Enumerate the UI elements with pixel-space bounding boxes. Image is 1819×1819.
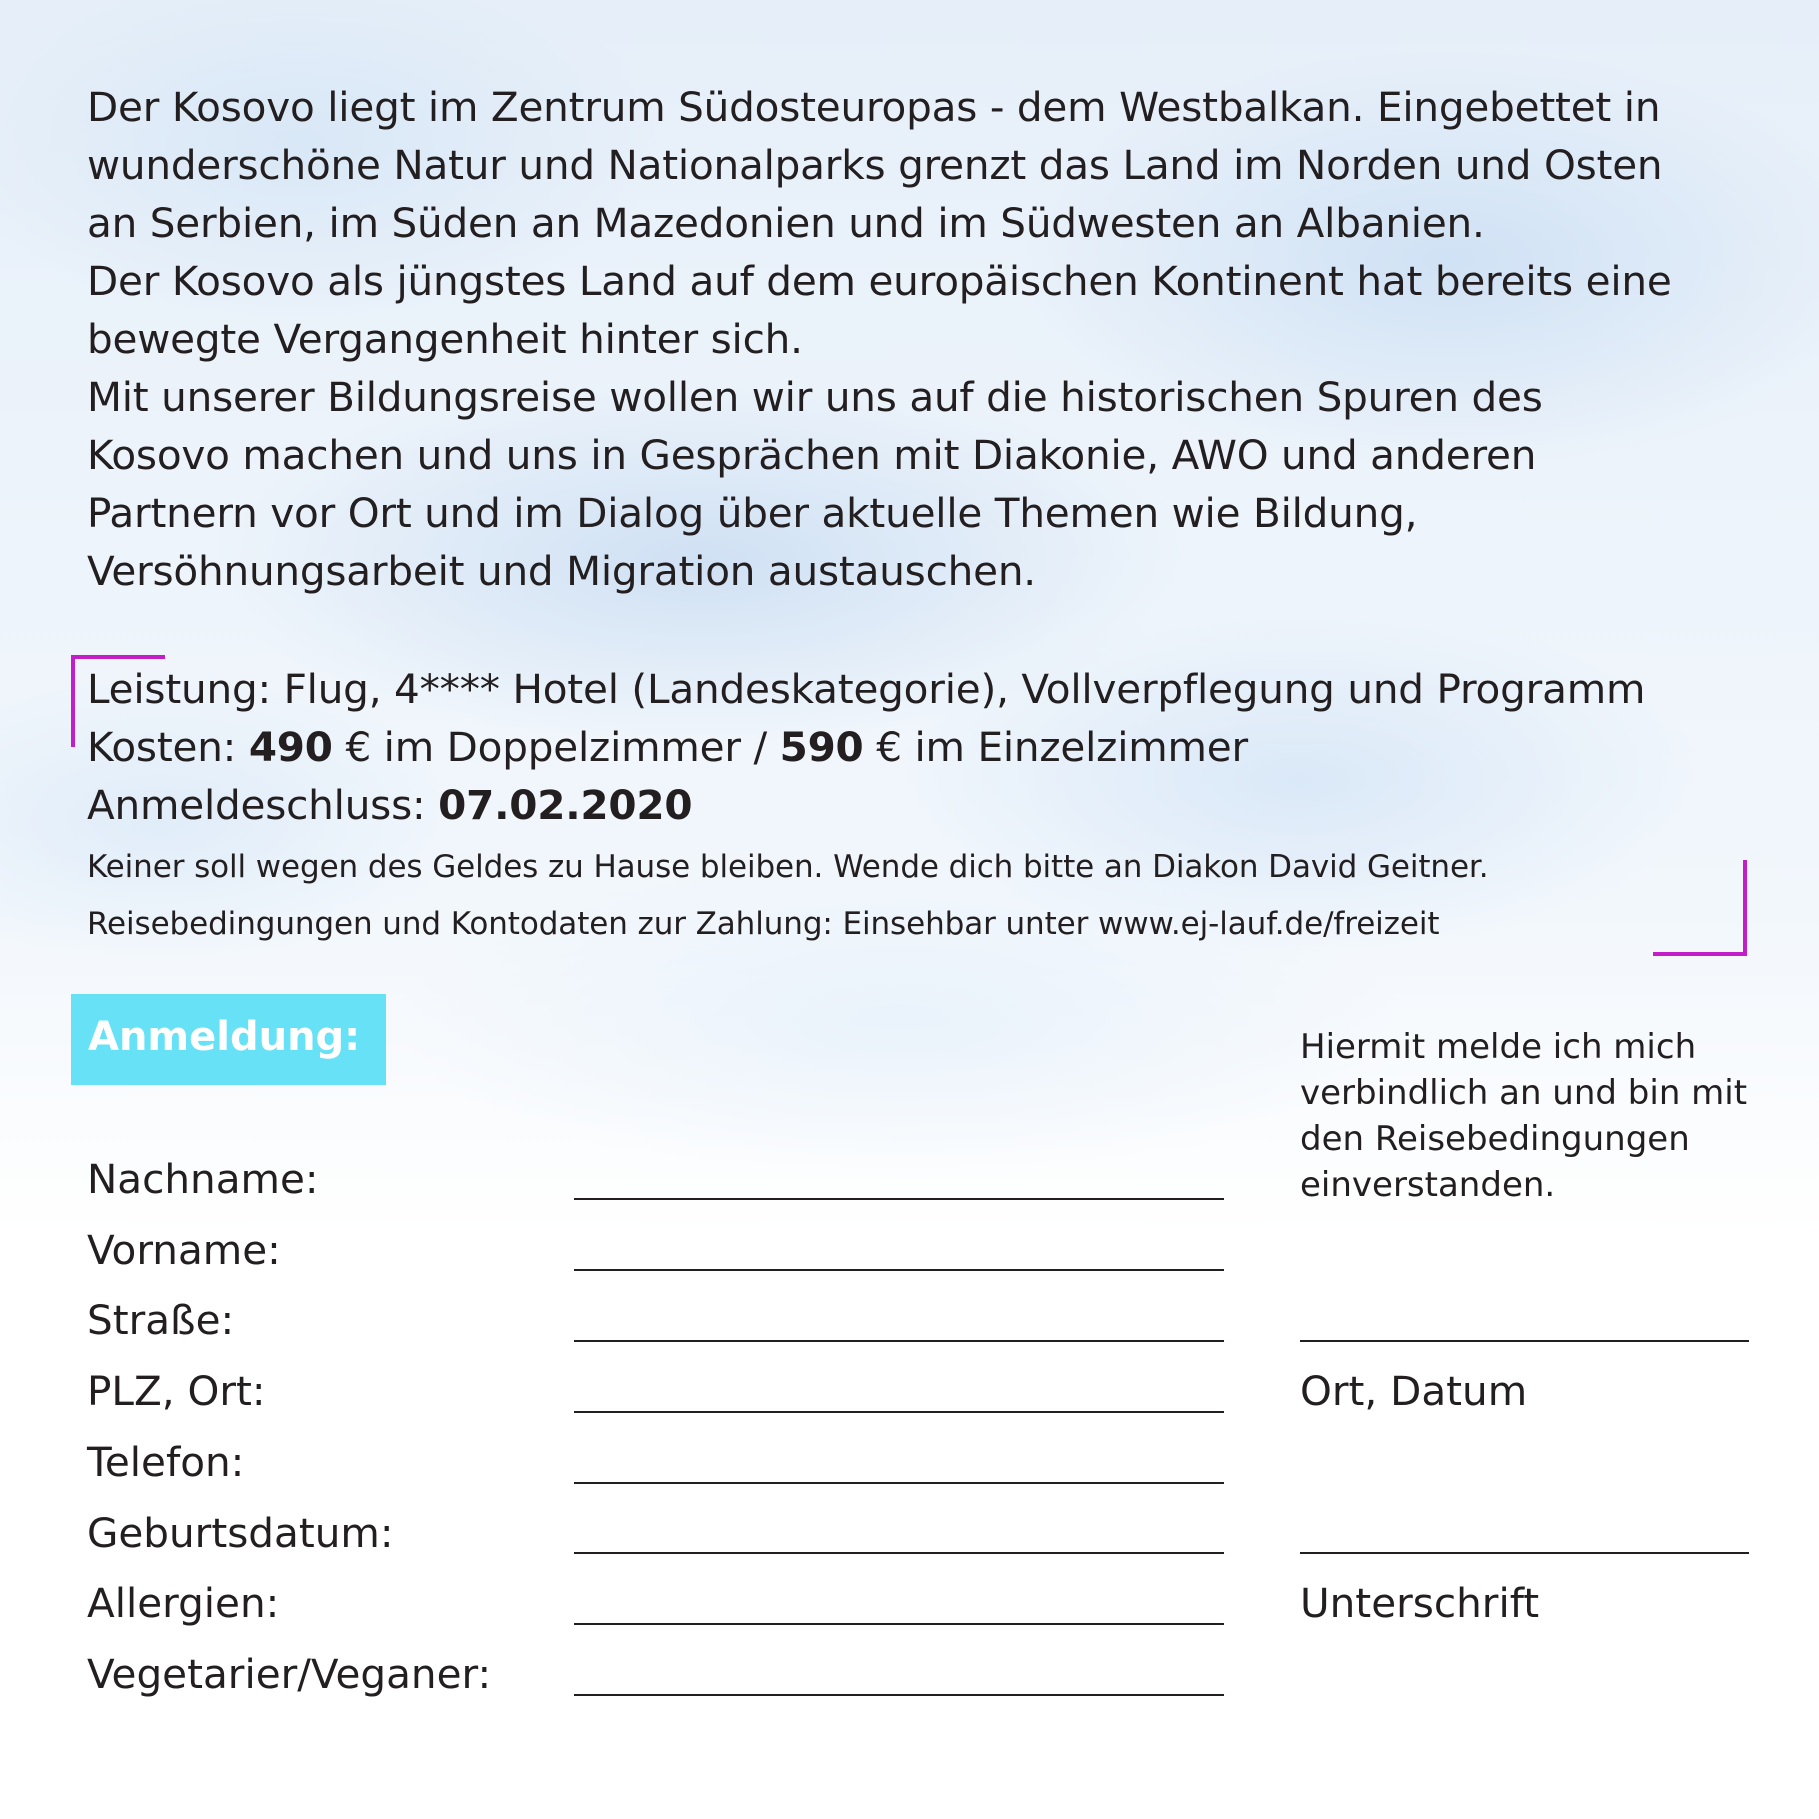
field-label-strasse: Straße: (87, 1296, 235, 1344)
field-label-geburtsdatum: Geburtsdatum: (87, 1509, 394, 1557)
anmeldeschluss-line (87, 776, 692, 834)
note-conditions: Reisebedingungen und Kontodaten zur Zahlung: Einsehbar unter www.ej-lauf.de/freizeit (87, 906, 1440, 942)
leistung-text: Leistung: Flug, 4**** Hotel (Landeskategorie), Vollverpflegung und Programm (87, 665, 1646, 713)
kosten-double-price: 490 (248, 723, 333, 771)
place-date-label: Ort, Datum (1300, 1367, 1528, 1415)
field-label-plz-ort: PLZ, Ort: (87, 1367, 266, 1415)
field-label-telefon: Telefon: (87, 1438, 245, 1486)
field-label-nachname: Nachname: (87, 1155, 319, 1203)
field-label-allergien: Allergien: (87, 1579, 280, 1627)
anmeldung-heading: Anmeldung: (88, 1014, 361, 1060)
bracket-top-left-horizontal (71, 655, 165, 659)
field-label-vorname: Vorname: (87, 1226, 281, 1274)
signature-line[interactable] (1300, 1552, 1749, 1554)
field-line-telefon[interactable] (574, 1482, 1224, 1484)
kosten-prefix: Kosten: (87, 723, 249, 771)
bracket-bottom-right-vertical (1743, 860, 1747, 956)
consent-text: Hiermit melde ich mich verbindlich an und bin mit den Reisebedingungen einverstanden. (1300, 1027, 1748, 1205)
leistung-line (87, 660, 1645, 718)
field-line-geburtsdatum[interactable] (574, 1552, 1224, 1554)
bracket-top-left-vertical (71, 655, 75, 747)
intro-paragraph: Der Kosovo liegt im Zentrum Südosteuropas - dem Westbalkan. Eingebettet in wunderschöne Natur und Nationalparks grenzt das Land im Norden und Osten an Serbien, im Süden an Mazedonien und im Südwesten an Albanien. Der Kosovo als jüngstes Land auf dem europäischen Kontinent hat bereits eine bewegte Vergangenheit hinter sich. Mit unserer Bildungsreise wollen wir uns auf die historischen Spuren des Kosovo machen und uns in Gesprächen mit Diakonie, AWO und anderen Partnern vor Ort und im Dialog über aktuelle Themen wie Bildung, Versöhnungsarbeit und Migration austauschen. (87, 83, 1672, 595)
field-line-vorname[interactable] (574, 1269, 1224, 1271)
field-line-strasse[interactable] (574, 1340, 1224, 1342)
kosten-single-price: 590 (779, 723, 864, 771)
place-date-line[interactable] (1300, 1340, 1749, 1342)
anmeldeschluss-prefix: Anmeldeschluss: (87, 781, 439, 829)
anmeldeschluss-date: 07.02.2020 (438, 781, 693, 829)
field-line-vegetarier[interactable] (574, 1694, 1224, 1696)
note-money: Keiner soll wegen des Geldes zu Hause bleiben. Wende dich bitte an Diakon David Geitner. (87, 849, 1489, 885)
field-label-vegetarier: Vegetarier/Veganer: (87, 1650, 492, 1698)
field-line-allergien[interactable] (574, 1623, 1224, 1625)
kosten-line (87, 718, 1248, 776)
field-line-plz-ort[interactable] (574, 1411, 1224, 1413)
kosten-middle: € im Doppelzimmer / (332, 723, 780, 771)
field-line-nachname[interactable] (574, 1198, 1224, 1200)
signature-label: Unterschrift (1300, 1579, 1540, 1627)
bracket-bottom-right-horizontal (1653, 952, 1747, 956)
kosten-suffix: € im Einzelzimmer (863, 723, 1248, 771)
anmeldung-heading-box (71, 994, 386, 1085)
